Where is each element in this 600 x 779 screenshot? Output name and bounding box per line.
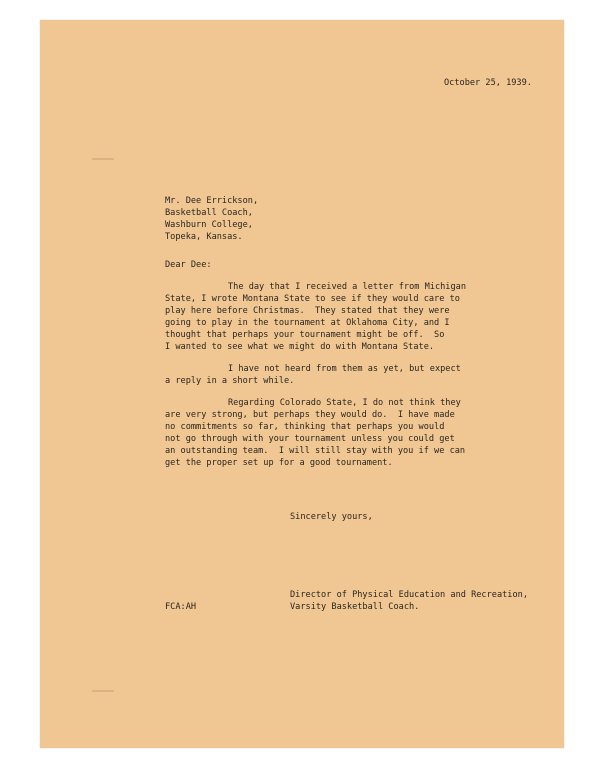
paragraph3-line: get the proper set up for a good tournament. <box>165 458 393 468</box>
salutation: Dear Dee: <box>165 260 212 270</box>
paragraph3-line: an outstanding team. I will still stay with you if we can <box>165 446 466 456</box>
paragraph3-line: are very strong, but perhaps they would do. I have made <box>165 410 455 420</box>
signature-line: Director of Physical Education and Recreation, <box>290 590 528 600</box>
paragraph2-line: a reply in a short while. <box>165 376 295 386</box>
recipient-title: Basketball Coach, <box>165 208 253 218</box>
typist-initials: FCA:AH <box>165 602 197 612</box>
paragraph1-line: thought that perhaps your tournament might be off. So <box>165 330 445 340</box>
recipient-location: Topeka, Kansas. <box>165 232 243 242</box>
signature-line: Varsity Basketball Coach. <box>290 602 420 612</box>
paragraph1-line: The day that I received a letter from Michigan <box>228 282 466 292</box>
paragraph2-line: I have not heard from them as yet, but expect <box>228 364 461 374</box>
paragraph1-line: going to play in the tournament at Oklahoma City, and I <box>165 318 450 328</box>
recipient-name: Mr. Dee Errickson, <box>165 196 259 206</box>
letter-date: October 25, 1939. <box>444 78 532 88</box>
paragraph3-line: not go through with your tournament unless you could get <box>165 434 455 444</box>
closing: Sincerely yours, <box>290 512 373 522</box>
paragraph3-line: Regarding Colorado State, I do not think they <box>228 398 461 408</box>
paragraph3-line: no commitments so far, thinking that perhaps you would <box>165 422 445 432</box>
paragraph1-line: play here before Christmas. They stated that they were <box>165 306 450 316</box>
paragraph1-line: State, I wrote Montana State to see if they would care to <box>165 294 460 304</box>
paragraph1-line: I wanted to see what we might do with Montana State. <box>165 342 435 352</box>
recipient-institution: Washburn College, <box>165 220 253 230</box>
